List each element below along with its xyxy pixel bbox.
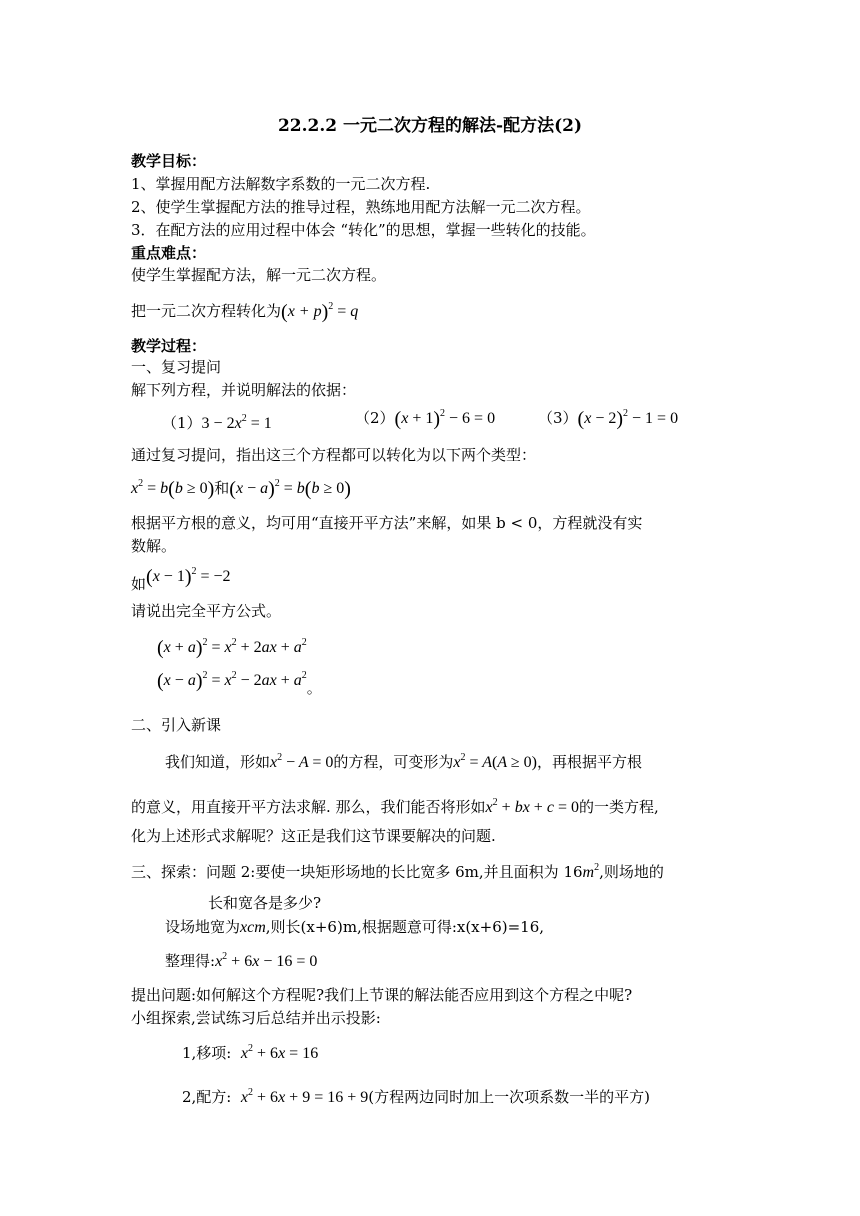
step-1-formula: $x^2 + 6x = 16$ [240, 1043, 319, 1062]
explore-simplify [165, 951, 317, 972]
explore-question: 提出问题:如何解这个方程呢?我们上节课的解法能否应用到这个方程之中呢? [131, 986, 633, 1004]
simplify-label: 整理得: [165, 952, 216, 970]
equation-1: $3 - 2x^2 = 1$ [201, 413, 272, 432]
sqrt-text-2: 数解。 [131, 537, 177, 555]
intro-p1-a: 我们知道，形如 [165, 753, 271, 771]
formula-x2-minus-a: $x^2 - A = 0$ [270, 752, 334, 771]
formula-plus: $(x + a)^2 = x^2 + 2ax + a^2$ [157, 637, 307, 659]
explore-heading-b: ,则场地的 [599, 863, 664, 881]
width-var: xcm [240, 919, 266, 936]
formula-minus: $(x - a)^2 = x^2 - 2ax + a^2$ [157, 670, 307, 692]
review-equation-2 [355, 408, 495, 429]
equation-2: $(x + 1)^2 - 6 = 0$ [394, 408, 496, 430]
review-equation-1 [162, 413, 272, 434]
intro-p1 [165, 752, 642, 773]
explore-set [165, 917, 544, 938]
intro-p1-b: 的方程，可变形为 [333, 753, 454, 771]
key-line-2-text: 把一元二次方程转化为 [131, 302, 282, 320]
step-2 [182, 1087, 650, 1108]
eq-label-2: （2） [355, 409, 395, 427]
step-2-formula: $x^2 + 6x + 9 = 16 + 9$ [240, 1087, 369, 1106]
explore-group: 小组探索,尝试练习后总结并出示投影: [131, 1009, 381, 1027]
intro-p2 [131, 797, 659, 818]
review-equation-3 [538, 408, 678, 429]
goal-item-3: 3．在配方法的应用过程中体会 “转化”的思想，掌握一些转化的技能。 [131, 221, 596, 239]
example-line [131, 566, 231, 593]
period: 。 [306, 679, 322, 697]
perfect-square-prompt: 请说出完全平方公式。 [131, 602, 282, 620]
document-title: 22.2.2 一元二次方程的解法-配方法(2) [277, 116, 583, 136]
formula-general-quadratic: $x^2$ + bx + c = 0 [485, 797, 579, 816]
review-summary: 通过复习提问，指出这三个方程都可以转化为以下两个类型： [131, 446, 537, 464]
goal-item-2: 2、使学生掌握配方法的推导过程，熟练地用配方法解一元二次方程。 [131, 198, 591, 216]
intro-p1-c: ，再根据平方根 [536, 753, 642, 771]
explore-line-2: 长和宽各是多少? [208, 894, 322, 912]
step-2-note: (方程两边同时加上一次项系数一半的平方) [368, 1088, 650, 1106]
type-and-text: 和 [214, 479, 230, 497]
formula-x2-equals-a: $x^2 = A(A \ge 0)$ [453, 752, 537, 771]
key-heading: 重点难点： [131, 244, 207, 262]
explore-set-b: ,则长(x+6)m,根据题意可得:x(x+6)=16, [265, 918, 545, 936]
simplified-equation: $x^2 + 6x - 16 = 0$ [215, 951, 318, 970]
step-2-label: 2,配方: [182, 1088, 232, 1106]
unit-m2: $m^2$ [582, 862, 600, 881]
explore-heading [131, 862, 664, 883]
example-formula: $(x - 1)^2 = -2$ [146, 566, 231, 588]
eq-label-1: （1） [162, 414, 202, 432]
type-formula-2: $(x - a)^2 = b(b \ge 0)$ [229, 478, 351, 500]
key-line-1: 使学生掌握配方法，解一元二次方程。 [131, 266, 387, 284]
intro-p2-b: 的一类方程, [578, 798, 659, 816]
review-heading: 一、复习提问 [131, 358, 222, 376]
sqrt-text-1: 根据平方根的意义，均可用“直接开平方法”来解，如果 b < 0，方程就没有实 [131, 514, 643, 532]
goal-item-1: 1、掌握用配方法解数字系数的一元二次方程. [131, 175, 431, 193]
goals-heading: 教学目标： [131, 152, 207, 170]
intro-p3: 化为上述形式求解呢？这正是我们这节课要解决的问题. [131, 827, 496, 845]
step-1 [182, 1043, 318, 1064]
example-prefix: 如 [131, 575, 147, 593]
equation-3: $(x - 2)^2 - 1 = 0$ [577, 408, 679, 430]
type-formula-1: $x^2 = b(b \ge 0)$ [131, 478, 215, 500]
process-heading: 教学过程： [131, 337, 207, 355]
target-form-formula: $(x + p)^2 = q$ [281, 301, 359, 323]
perfect-square-minus [157, 670, 322, 697]
key-line-2 [131, 301, 358, 322]
intro-heading: 二、引入新课 [131, 716, 222, 734]
eq-label-3: （3） [538, 409, 578, 427]
perfect-square-plus [157, 637, 307, 658]
review-instruction: 解下列方程，并说明解法的依据： [131, 381, 357, 399]
equation-types [131, 478, 351, 499]
explore-heading-a: 三、探索：问题 2:要使一块矩形场地的长比宽多 6m,并且面积为 16 [131, 863, 583, 881]
step-1-label: 1,移项: [182, 1044, 232, 1062]
intro-p2-a: 的意义，用直接开平方法求解. 那么，我们能否将形如 [131, 798, 486, 816]
explore-set-a: 设场地宽为 [165, 918, 241, 936]
